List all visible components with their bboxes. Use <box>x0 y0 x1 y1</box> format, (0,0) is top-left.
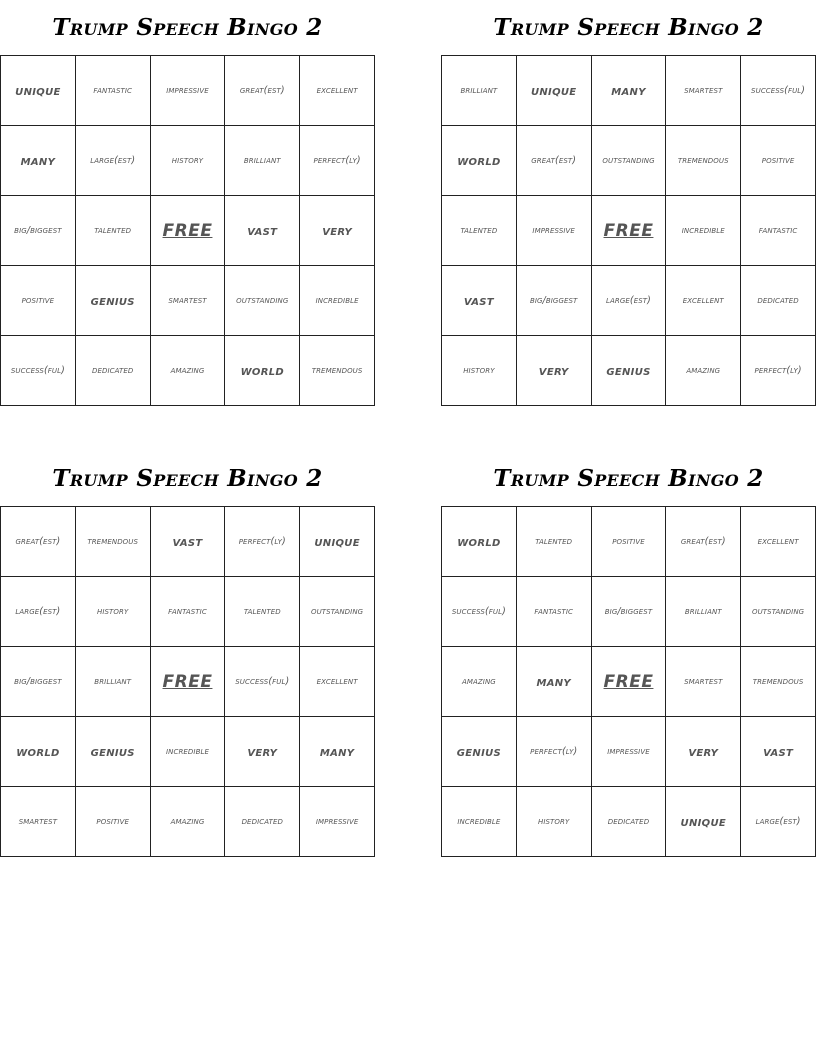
grid-cell: dedicated <box>741 266 816 336</box>
grid-cell: outstanding <box>591 126 666 196</box>
grid-cell: amazing <box>442 647 517 717</box>
grid-cell: history <box>75 577 150 647</box>
grid-cell: many <box>591 56 666 126</box>
grid-cell: perfect(ly) <box>300 126 375 196</box>
grid-cell: unique <box>516 56 591 126</box>
grid-row <box>442 787 816 857</box>
grid-cell: excellent <box>300 647 375 717</box>
grid-cell: tremendous <box>300 336 375 406</box>
grid-cell: incredible <box>666 196 741 266</box>
grid-cell: large(est) <box>741 787 816 857</box>
grid-cell: tremendous <box>741 647 816 717</box>
grid-cell: fantastic <box>516 577 591 647</box>
grid-cell: vast <box>741 717 816 787</box>
grid-cell: very <box>666 717 741 787</box>
grid-cell: positive <box>591 507 666 577</box>
grid-cell: world <box>225 336 300 406</box>
grid-row <box>442 577 816 647</box>
grid-cell: success(ful) <box>442 577 517 647</box>
grid-cell: amazing <box>150 787 225 857</box>
grid-cell: large(est) <box>1 577 76 647</box>
grid-row <box>1 717 375 787</box>
bingo-card <box>0 451 375 857</box>
grid-cell: smartest <box>1 787 76 857</box>
grid-cell: big/biggest <box>591 577 666 647</box>
grid-cell: dedicated <box>591 787 666 857</box>
grid-cell: talented <box>516 507 591 577</box>
grid-cell: many <box>300 717 375 787</box>
grid-cell: unique <box>1 56 76 126</box>
grid-cell: excellent <box>666 266 741 336</box>
grid-cell: great(est) <box>225 56 300 126</box>
grid-cell: tremendous <box>75 507 150 577</box>
card-title: Trump Speech Bingo 2 <box>52 465 323 492</box>
bingo-card <box>441 0 816 406</box>
grid-cell: dedicated <box>75 336 150 406</box>
grid-row <box>1 787 375 857</box>
grid-cell: talented <box>225 577 300 647</box>
grid-cell: genius <box>591 336 666 406</box>
grid-cell: very <box>516 336 591 406</box>
grid-cell: many <box>1 126 76 196</box>
bingo-grid <box>441 506 816 857</box>
grid-cell: big/biggest <box>516 266 591 336</box>
grid-cell: perfect(ly) <box>516 717 591 787</box>
free-space: FREE <box>150 647 225 717</box>
grid-cell: success(ful) <box>741 56 816 126</box>
grid-row <box>1 577 375 647</box>
grid-cell: outstanding <box>741 577 816 647</box>
grid-cell: impressive <box>300 787 375 857</box>
grid-cell: excellent <box>300 56 375 126</box>
grid-row <box>1 647 375 717</box>
free-space: FREE <box>591 647 666 717</box>
grid-cell: world <box>1 717 76 787</box>
grid-row <box>1 336 375 406</box>
grid-cell: history <box>442 336 517 406</box>
grid-cell: unique <box>300 507 375 577</box>
grid-cell: brilliant <box>225 126 300 196</box>
card-title: Trump Speech Bingo 2 <box>493 14 764 41</box>
grid-cell: perfect(ly) <box>225 507 300 577</box>
grid-cell: tremendous <box>666 126 741 196</box>
grid-cell: impressive <box>591 717 666 787</box>
grid-cell: positive <box>1 266 76 336</box>
bingo-grid <box>0 506 375 857</box>
grid-cell: genius <box>75 717 150 787</box>
grid-cell: success(ful) <box>1 336 76 406</box>
grid-cell: brilliant <box>442 56 517 126</box>
grid-row <box>442 126 816 196</box>
grid-cell: talented <box>75 196 150 266</box>
grid-cell: positive <box>741 126 816 196</box>
grid-cell: incredible <box>150 717 225 787</box>
grid-row <box>442 56 816 126</box>
grid-row <box>442 266 816 336</box>
bingo-card <box>0 0 375 406</box>
grid-cell: outstanding <box>300 577 375 647</box>
grid-cell: impressive <box>150 56 225 126</box>
grid-cell: vast <box>442 266 517 336</box>
card-title: Trump Speech Bingo 2 <box>52 14 323 41</box>
grid-row <box>442 717 816 787</box>
grid-cell: big/biggest <box>1 196 76 266</box>
grid-cell: fantastic <box>150 577 225 647</box>
grid-cell: smartest <box>666 56 741 126</box>
grid-cell: very <box>225 717 300 787</box>
grid-cell: smartest <box>666 647 741 717</box>
grid-cell: unique <box>666 787 741 857</box>
grid-cell: amazing <box>666 336 741 406</box>
grid-cell: history <box>516 787 591 857</box>
grid-cell: success(ful) <box>225 647 300 717</box>
grid-cell: very <box>300 196 375 266</box>
grid-cell: history <box>150 126 225 196</box>
grid-cell: positive <box>75 787 150 857</box>
grid-cell: large(est) <box>75 126 150 196</box>
grid-row <box>1 507 375 577</box>
grid-cell: amazing <box>150 336 225 406</box>
grid-cell: large(est) <box>591 266 666 336</box>
grid-cell: outstanding <box>225 266 300 336</box>
grid-cell: great(est) <box>1 507 76 577</box>
grid-cell: impressive <box>516 196 591 266</box>
grid-cell: brilliant <box>75 647 150 717</box>
bingo-card <box>441 451 816 857</box>
grid-row <box>442 336 816 406</box>
grid-cell: genius <box>442 717 517 787</box>
grid-row <box>442 647 816 717</box>
bingo-grid <box>441 55 816 406</box>
grid-cell: perfect(ly) <box>741 336 816 406</box>
grid-cell: fantastic <box>75 56 150 126</box>
bingo-grid <box>0 55 375 406</box>
grid-cell: vast <box>150 507 225 577</box>
grid-row <box>1 266 375 336</box>
grid-cell: many <box>516 647 591 717</box>
grid-cell: incredible <box>300 266 375 336</box>
card-title: Trump Speech Bingo 2 <box>493 465 764 492</box>
grid-cell: genius <box>75 266 150 336</box>
grid-cell: talented <box>442 196 517 266</box>
grid-row <box>1 56 375 126</box>
grid-cell: fantastic <box>741 196 816 266</box>
grid-cell: incredible <box>442 787 517 857</box>
free-space: FREE <box>150 196 225 266</box>
grid-row <box>1 126 375 196</box>
grid-row <box>1 196 375 266</box>
free-space: FREE <box>591 196 666 266</box>
grid-cell: excellent <box>741 507 816 577</box>
grid-cell: great(est) <box>666 507 741 577</box>
grid-cell: big/biggest <box>1 647 76 717</box>
grid-cell: world <box>442 126 517 196</box>
grid-row <box>442 507 816 577</box>
grid-cell: dedicated <box>225 787 300 857</box>
grid-cell: world <box>442 507 517 577</box>
grid-row <box>442 196 816 266</box>
grid-cell: vast <box>225 196 300 266</box>
grid-cell: smartest <box>150 266 225 336</box>
grid-cell: brilliant <box>666 577 741 647</box>
grid-cell: great(est) <box>516 126 591 196</box>
